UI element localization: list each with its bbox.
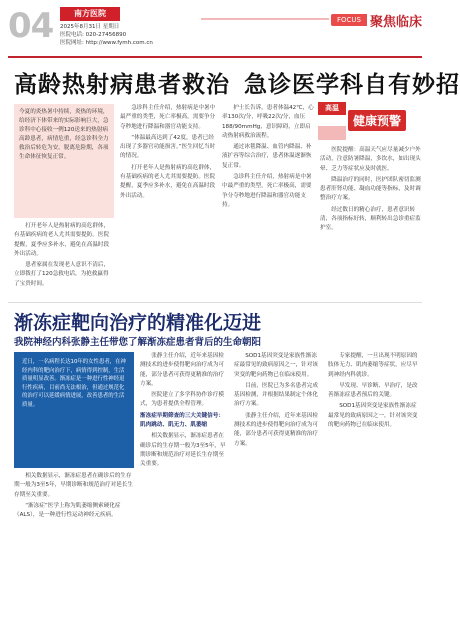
article2-column-2 <box>140 352 228 636</box>
page-number: 04 <box>8 6 54 46</box>
article2-column-1 <box>14 472 134 636</box>
paragraph: 通过冰毯降温、血管内降温、补液扩容等综合治疗，患者体温逐渐恢复正常。 <box>222 144 312 169</box>
paragraph: 打开老年人是热射病的高危群体，有基础疾病的老人尤其需要提防。医院提醒，夏季应多补水，避免在高温时段外出活动。 <box>120 164 216 199</box>
article1-column-1 <box>14 222 114 300</box>
paragraph: “渐冻症”医学上称为肌萎缩侧索硬化症（ALS），是一种进行性运动神经元疾病。 <box>14 502 121 519</box>
paragraph: 相关数据显示，渐冻症患者在确诊后的生存期一般为3至5年，早期诊断和规范治疗对延长生存期至关重要。 <box>140 433 226 468</box>
alert-icon <box>318 126 346 140</box>
paragraph: 经过数日的精心治疗，患者意识转清，各项指标好转，顺利转出急诊重症监护室。 <box>320 206 421 232</box>
section-band <box>201 18 329 20</box>
article1-column-2 <box>120 104 216 300</box>
section-label <box>331 12 422 28</box>
page-header <box>0 0 430 58</box>
paragraph: 张静主任介绍，近年来基因检测技术的进步使得靶向治疗成为可能，部分患者可获得更精准的治疗方案。 <box>140 353 224 387</box>
section-title: 聚焦临床 <box>369 14 422 30</box>
issue-date: 2025年8月31日 星期日 <box>60 24 120 30</box>
article2-subhead: 渐冻症早期筛查的三大关键信号：肌肉跳动、肌无力、肌萎缩 <box>140 412 224 429</box>
header-divider <box>8 56 422 58</box>
article1-title-a: 高龄热射病患者救治 <box>14 71 230 98</box>
paragraph: “体温最高达到了42度，患者已经出现了多器官功能损害。”医生回忆当时的情况。 <box>120 134 216 160</box>
paragraph: 医院建立了多学科协作诊疗模式，为患者提供全程管理。 <box>140 392 224 408</box>
paragraph: 患者家属在发现老人意识不清后，立即拨打了120急救电话，为抢救赢得了宝贵时间。 <box>14 262 110 287</box>
article1-title-b: 急诊医学科自有妙招 <box>244 71 460 98</box>
hospital-website: 医院网址: http://www.fymh.com.cn <box>60 40 153 46</box>
article-divider <box>8 302 422 303</box>
alert-label-small: 高温 <box>318 102 346 115</box>
paragraph: 张静主任介绍，近年来基因检测技术的进步使得靶向治疗成为可能，部分患者可获得更精准的治疗方案。 <box>234 412 318 447</box>
article2-photo-box <box>14 352 134 468</box>
article1-lead-box: 今夏的炎热暑中持续，炎热的环境，给经济下体带来的实际影响巨大，急诊科中心接收一例120送来的热射病高龄患者，病情危重，经急诊科全力救治后转危为安，脱离危险期，各项生命体征恢复正常。 <box>14 104 114 218</box>
paragraph: 目前，医院已为多名患者完成基因检测，并根据结果制定个体化治疗方案。 <box>234 382 318 408</box>
paragraph: 专家提醒，一旦出现不明原因的肢体无力、肌肉萎缩等症状，应尽早到神经内科就诊。 <box>328 353 418 378</box>
paragraph: 早发现、早诊断、早治疗，是改善渐冻症患者预后的关键。 <box>328 382 418 399</box>
paragraph: 护士长告诉，患者体温42℃，心率130次/分，呼吸22次/分，血压188/90mmHg，意识障碍，立即启动热射病救治流程。 <box>222 105 314 139</box>
paragraph: 医院提醒：高温天气应尽量减少户外活动，注意防暑降温，多饮水，如出现头晕、乏力等症状应及时就医。 <box>320 147 421 172</box>
alert-label-large: 健康预警 <box>348 110 406 131</box>
photo-caption: 近日，一名病程长达10年的女性患者，在神经内科的靶向治疗下，病情得到控制，生活质量明显改善。渐冻症是一种进行性神经退行性疾病，目前尚无法根治，但通过规范化的治疗可以延缓病情进展，改善患者的生活质量。 <box>22 359 126 408</box>
article2-column-4 <box>328 352 422 636</box>
focus-tag: FOCUS <box>331 14 367 26</box>
article1-headline <box>14 66 460 99</box>
masthead-logo: 南方医院 <box>60 7 120 21</box>
hospital-phone: 医院电话: 020-27456890 <box>60 32 127 38</box>
heat-alert-box <box>318 102 422 142</box>
paragraph: 降温治疗的同时，医护团队密切监测患者肝肾功能、凝血功能等指标，及时调整治疗方案。 <box>320 176 421 202</box>
article2-column-3 <box>234 352 322 636</box>
paragraph: 急诊科主任介绍，热射病是中暑中最严重的类型，死亡率极高，需要争分夺秒地进行降温和器官功能支持。 <box>120 105 216 130</box>
paragraph: 相关数据显示，渐冻症患者在确诊后的生存期一般为3至5年，早期诊断和规范治疗对延长生存期至关重要。 <box>14 473 133 498</box>
article1-column-4 <box>320 146 422 300</box>
article1-column-3 <box>222 104 314 300</box>
article2-headline: 渐冻症靶向治疗的精准化迈进 <box>14 312 262 334</box>
paragraph: SOD1基因突变是家族性渐冻症最常见的致病原因之一，针对该突变的靶向药物已在临床使用。 <box>328 403 418 429</box>
article2-subheadline: 我院神经内科张静主任带您了解渐冻症患者背后的生命朝阳 <box>14 337 262 348</box>
paragraph: 急诊科主任介绍，热射病是中暑中最严重的类型，死亡率极高，需要争分夺秒地进行降温和器官功能支持。 <box>222 174 312 208</box>
paragraph: 打开老年人是热射病的高危群体，有基础疾病的老人尤其需要提防。医院提醒，夏季应多补水，避免在高温时段外出活动。 <box>14 223 110 257</box>
paragraph: SOD1基因突变是家族性渐冻症最常见的致病原因之一，针对该突变的靶向药物已在临床使用。 <box>234 353 318 378</box>
